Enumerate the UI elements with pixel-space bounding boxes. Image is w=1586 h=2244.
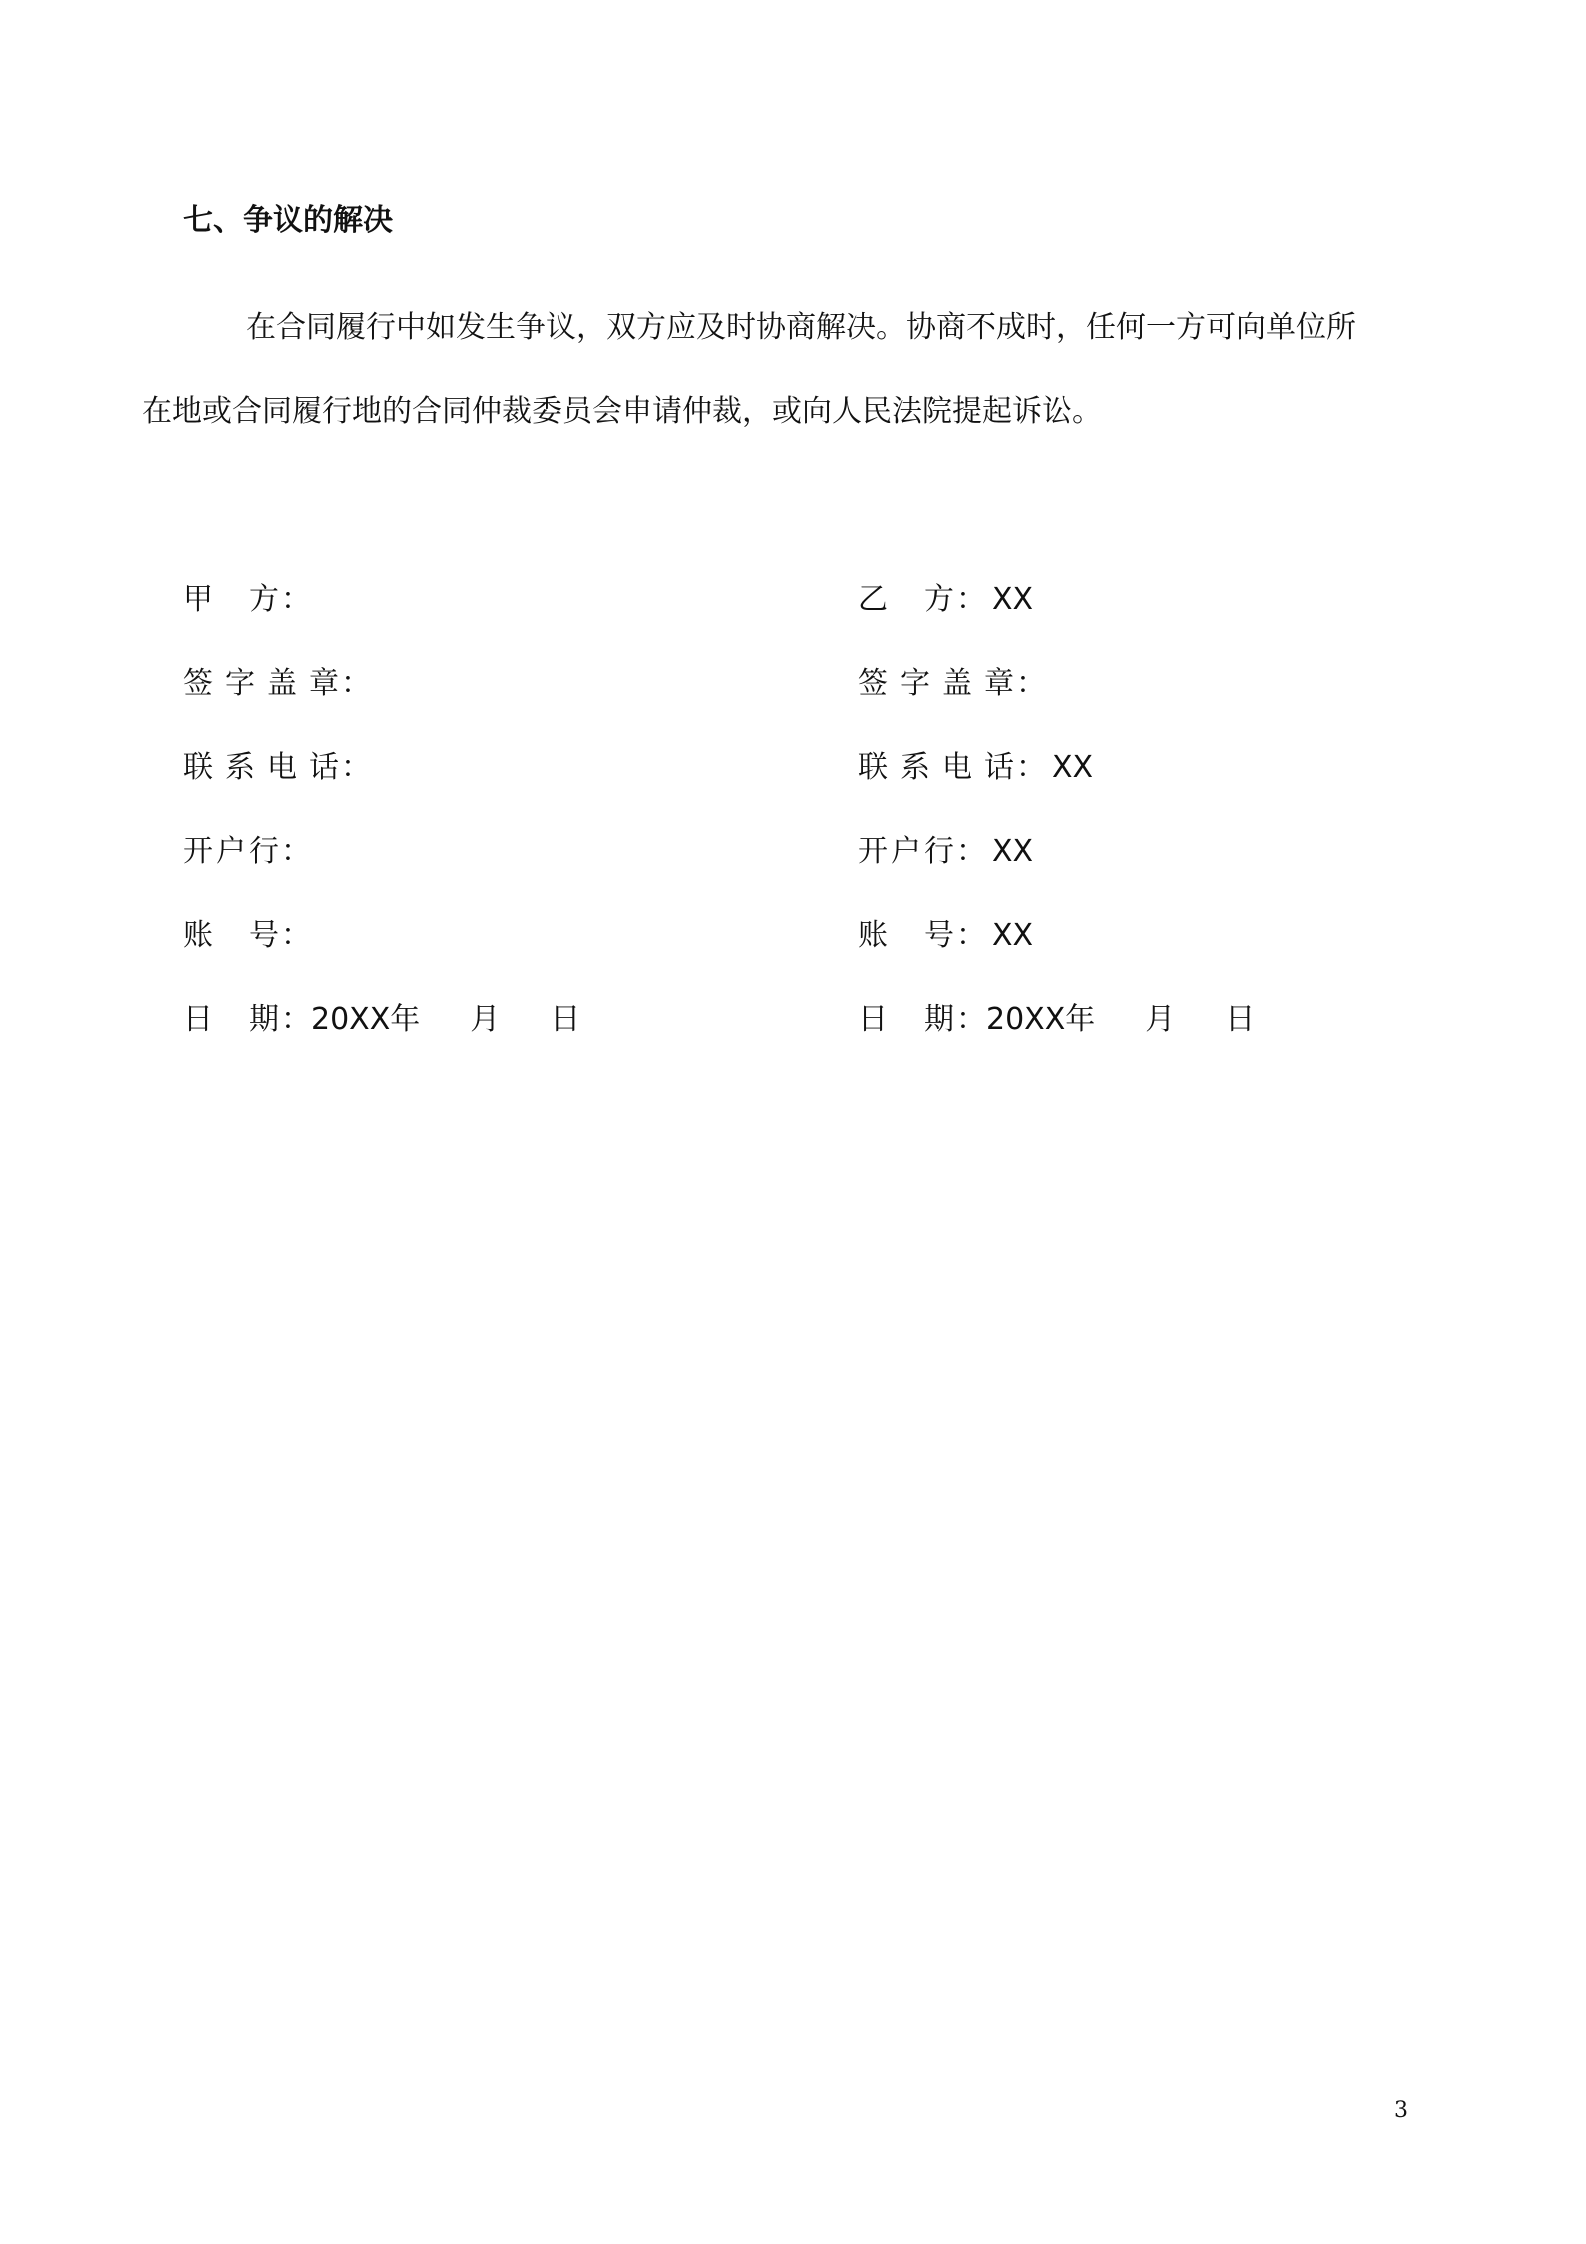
party-b-value: XX (992, 582, 1034, 617)
party-b-phone-row (858, 742, 1478, 826)
party-b-bank-value: XX (992, 834, 1034, 869)
party-b-date-month: 月 (1145, 1002, 1176, 1037)
party-a-phone-label: 联系电话 (183, 750, 339, 785)
party-b-bank-label: 开户行 (858, 834, 954, 869)
party-a-signature-block (183, 574, 803, 1078)
party-b-account-colon: ： (956, 918, 986, 953)
page-number: 3 (1394, 2098, 1408, 2123)
party-b-label: 乙方 (858, 582, 954, 617)
party-b-account-value: XX (992, 918, 1034, 953)
party-b-phone-value: XX (1052, 750, 1094, 785)
party-a-account-colon: ： (281, 918, 311, 953)
paragraph-line-1: 在合同履行中如发生争议，双方应及时协商解决。协商不成时，任何一方可向单位所 (246, 310, 1356, 345)
party-b-date-colon: ： (956, 1002, 986, 1037)
party-a-phone-row (183, 742, 803, 826)
party-a-sign-row (183, 658, 803, 742)
party-b-name-row (858, 574, 1478, 658)
party-b-sign-colon: ： (1016, 666, 1046, 701)
party-a-phone-colon: ： (341, 750, 371, 785)
party-b-colon: ： (956, 582, 986, 617)
party-b-date-row (858, 994, 1478, 1078)
party-a-date-year: 20XX年 (311, 1002, 421, 1037)
party-b-sign-row (858, 658, 1478, 742)
party-a-date-month: 月 (470, 1002, 501, 1037)
party-a-date-day: 日 (550, 1002, 581, 1037)
party-a-sign-label: 签字盖章 (183, 666, 339, 701)
party-a-bank-colon: ： (281, 834, 311, 869)
party-b-account-label: 账号 (858, 918, 954, 953)
party-b-phone-colon: ： (1016, 750, 1046, 785)
party-b-bank-colon: ： (956, 834, 986, 869)
party-a-date-row (183, 994, 803, 1078)
party-a-label: 甲方 (183, 582, 279, 617)
party-a-account-label: 账号 (183, 918, 279, 953)
paragraph-line-2: 在地或合同履行地的合同仲裁委员会申请仲裁，或向人民法院提起诉讼。 (142, 394, 1102, 429)
section-heading: 七、争议的解决 (183, 203, 393, 238)
party-a-name-row (183, 574, 803, 658)
party-b-signature-block (858, 574, 1478, 1078)
party-b-phone-label: 联系电话 (858, 750, 1014, 785)
party-a-sign-colon: ： (341, 666, 371, 701)
party-a-colon: ： (281, 582, 311, 617)
party-b-account-row (858, 910, 1478, 994)
party-b-date-year: 20XX年 (986, 1002, 1096, 1037)
party-b-date-day: 日 (1225, 1002, 1256, 1037)
party-b-date-label: 日期 (858, 1002, 954, 1037)
dispute-paragraph (142, 286, 1442, 454)
party-b-sign-label: 签字盖章 (858, 666, 1014, 701)
party-b-bank-row (858, 826, 1478, 910)
party-a-bank-label: 开户行 (183, 834, 279, 869)
party-a-bank-row (183, 826, 803, 910)
party-a-account-row (183, 910, 803, 994)
party-a-date-label: 日期 (183, 1002, 279, 1037)
party-a-date-colon: ： (281, 1002, 311, 1037)
